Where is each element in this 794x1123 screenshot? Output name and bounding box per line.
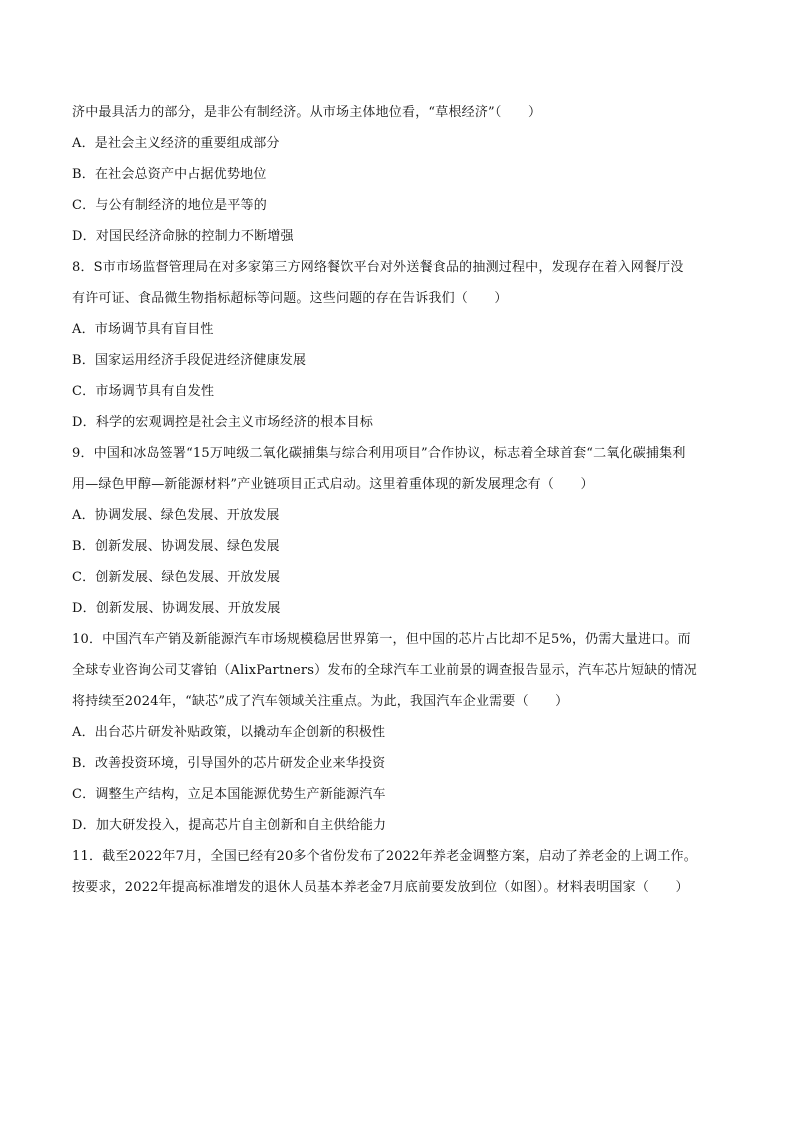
question-stem-line: 11．截至2022年7月，全国已经有20多个省份发布了2022年养老金调整方案，启动了养老金的上调工作。 bbox=[72, 849, 697, 864]
option-c: C．创新发展、绿色发展、开放发展 bbox=[72, 570, 281, 585]
question-9 bbox=[72, 438, 728, 624]
option-d: D．对国民经济命脉的控制力不断增强 bbox=[72, 229, 294, 244]
option-d: D．科学的宏观调控是社会主义市场经济的根本目标 bbox=[72, 415, 374, 430]
option-b: B．改善投资环境，引导国外的芯片研发企业来华投资 bbox=[72, 756, 386, 771]
question-10 bbox=[72, 624, 728, 841]
question-stem-line: 8．S市市场监督管理局在对多家第三方网络餐饮平台对外送餐食品的抽测过程中，发现存在着入网餐厅没 bbox=[72, 260, 684, 275]
option-a: A．出台芯片研发补贴政策，以撬动车企创新的积极性 bbox=[72, 725, 386, 740]
option-b: B．创新发展、协调发展、绿色发展 bbox=[72, 539, 280, 554]
question-stem-line: 有许可证、食品微生物指标超标等问题。这些问题的存在告诉我们（ ） bbox=[72, 291, 508, 306]
question-stem-line: 10．中国汽车产销及新能源汽车市场规模稳居世界第一，但中国的芯片占比却不足5%，仍需大量进口。而 bbox=[72, 632, 691, 647]
option-d: D．创新发展、协调发展、开放发展 bbox=[72, 601, 281, 616]
option-d: D．加大研发投入，提高芯片自主创新和自主供给能力 bbox=[72, 818, 387, 833]
option-a: A．协调发展、绿色发展、开放发展 bbox=[72, 508, 280, 523]
question-stem-line: 用—绿色甲醇—新能源材料”产业链项目正式启动。这里着重体现的新发展理念有（ ） bbox=[72, 477, 594, 492]
option-b: B．在社会总资产中占据优势地位 bbox=[72, 167, 267, 182]
question-stem-line: 将持续至2024年，“缺芯”成了汽车领域关注重点。为此，我国汽车企业需要（ ） bbox=[72, 694, 569, 709]
option-c: C．与公有制经济的地位是平等的 bbox=[72, 198, 267, 213]
option-c: C．调整生产结构，立足本国能源优势生产新能源汽车 bbox=[72, 787, 386, 802]
question-stem-line: 按要求，2022年提高标准增发的退休人员基本养老金7月底前要发放到位（如图）。材料表明国家（ ） bbox=[72, 880, 689, 895]
option-a: A．市场调节具有盲目性 bbox=[72, 322, 214, 337]
question-11 bbox=[72, 841, 728, 903]
question-8 bbox=[72, 252, 728, 438]
question-7-continuation bbox=[72, 97, 728, 252]
question-stem-line: 济中最具活力的部分，是非公有制经济。从市场主体地位看，“草根经济”（ ） bbox=[72, 105, 542, 120]
option-b: B．国家运用经济手段促进经济健康发展 bbox=[72, 353, 307, 368]
question-stem-line: 全球专业咨询公司艾睿铂（AlixPartners）发布的全球汽车工业前景的调查报告显示，汽车芯片短缺的情况 bbox=[72, 663, 697, 678]
option-c: C．市场调节具有自发性 bbox=[72, 384, 215, 399]
exam-content bbox=[72, 97, 728, 903]
option-a: A．是社会主义经济的重要组成部分 bbox=[72, 136, 280, 151]
question-stem-line: 9．中国和冰岛签署“15万吨级二氧化碳捕集与综合利用项目”合作协议，标志着全球首套“二氧化碳捕集利 bbox=[72, 446, 686, 461]
